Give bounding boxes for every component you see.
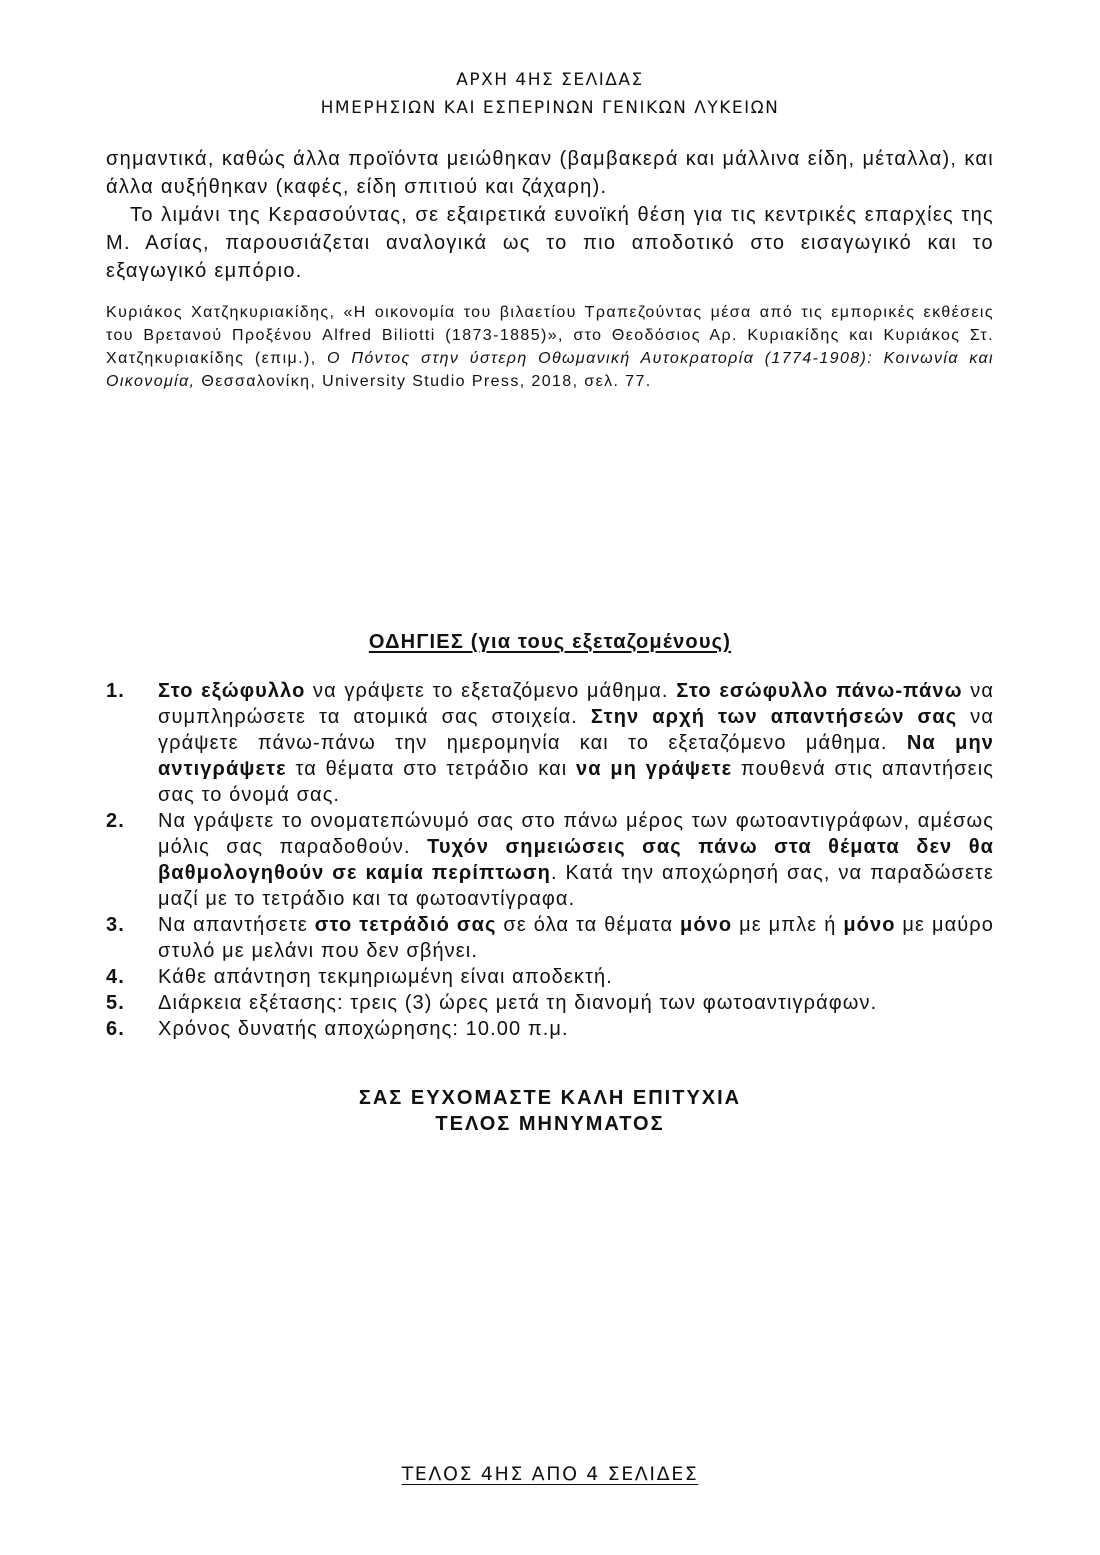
instruction-number: 2.: [106, 810, 125, 832]
instruction-emphasis: Να μην αντιγράψετε: [158, 732, 994, 780]
citation-authors: Κυριάκος Χατζηκυριακίδης, «Η οικονομία του βιλαετίου Τραπεζούντας μέσα από τις εμπορικές εκθέσεις του Βρετανού Προξένου Alfred Biliotti (1873-1885)», στο Θεοδόσιος Αρ. Κυριακίδης και Κυριάκος Στ. Χατζηκυριακίδης (επιμ.),: [106, 304, 994, 367]
closing-line-1: ΣΑΣ ΕΥΧΟΜΑΣΤΕ ΚΑΛΗ ΕΠΙΤΥΧΙΑ: [358, 1087, 742, 1109]
source-paragraph-2: [106, 201, 994, 285]
instruction-text: . Κατά την αποχώρησή σας, να παραδώσετε μαζί με το τετράδιο και τα φωτοαντίγραφα.: [158, 862, 994, 910]
closing-message: [0, 1085, 1100, 1137]
instructions-list: [106, 678, 994, 1042]
instruction-number: 3.: [106, 914, 125, 936]
source-paragraph-2-text: Το λιμάνι της Κερασούντας, σε εξαιρετικά ευνοϊκή θέση για τις κεντρικές επαρχίες της Μ. Ασίας, παρουσιάζεται αναλογικά ως το πιο αποδοτικό στο εισαγωγικό και το εξαγωγικό εμπόριο.: [106, 204, 994, 282]
instruction-emphasis: Στο εξώφυλλο: [158, 680, 306, 702]
source-citation: [106, 301, 994, 393]
instruction-number: 1.: [106, 680, 125, 702]
instruction-text: Να απαντήσετε: [158, 914, 315, 936]
instruction-number: 4.: [106, 966, 125, 988]
citation-text: [106, 301, 994, 393]
page-header-line-1: ΑΡΧΗ 4ΗΣ ΣΕΛΙΔΑΣ: [456, 70, 644, 90]
instruction-text: να συμπληρώσετε τα ατομικά σας στοιχεία.: [158, 680, 995, 728]
instruction-text: τα θέματα στο τετράδιο και: [286, 758, 577, 780]
instruction-emphasis: Στην αρχή των απαντήσεών σας: [590, 706, 958, 728]
instruction-text: Διάρκεια εξέτασης: τρεις (3) ώρες μετά τη διανομή των φωτοαντιγράφων.: [158, 992, 878, 1014]
instruction-number: 5.: [106, 992, 125, 1014]
instruction-text: με μαύρο στυλό με μελάνι που δεν σβήνει.: [158, 914, 994, 962]
source-paragraph-1: [106, 145, 994, 201]
instruction-number: 6.: [106, 1018, 125, 1040]
page-footer: ΤΕΛΟΣ 4ΗΣ ΑΠΟ 4 ΣΕΛΙΔΕΣ: [401, 1463, 699, 1485]
instruction-item: [106, 964, 994, 990]
closing-line-2: ΤΕΛΟΣ ΜΗΝΥΜΑΤΟΣ: [435, 1113, 665, 1135]
instruction-item: [106, 678, 994, 808]
instruction-text: Κάθε απάντηση τεκμηριωμένη είναι αποδεκτή.: [158, 966, 613, 988]
instruction-text: να γράψετε πάνω-πάνω την ημερομηνία και το εξεταζόμενο μάθημα.: [158, 706, 994, 754]
instruction-text: να γράψετε το εξεταζόμενο μάθημα.: [305, 680, 677, 702]
instruction-item: [106, 912, 994, 964]
instruction-emphasis: μόνο: [680, 914, 733, 936]
instruction-emphasis: μόνο: [843, 914, 896, 936]
citation-publisher: Θεσσαλονίκη, University Studio Press, 2018, σελ. 77.: [195, 373, 652, 390]
instruction-emphasis: στο τετράδιό σας: [314, 914, 497, 936]
page-header: [0, 66, 1100, 122]
instruction-emphasis: να μη γράψετε: [576, 758, 733, 780]
instruction-emphasis: Στο εσώφυλλο πάνω-πάνω: [676, 680, 963, 702]
instructions-title: ΟΔΗΓΙΕΣ (για τους εξεταζομένους): [368, 631, 732, 653]
instruction-item: [106, 808, 994, 912]
citation-book-title: Ο Πόντος στην ύστερη Οθωμανική Αυτοκρατορία (1774-1908): Κοινωνία και Οικονομία,: [106, 350, 995, 390]
instruction-item: [106, 1016, 994, 1042]
instruction-item: [106, 990, 994, 1016]
instruction-text: Χρόνος δυνατής αποχώρησης: 10.00 π.μ.: [158, 1018, 569, 1040]
source-paragraph-1-text: σημαντικά, καθώς άλλα προϊόντα μειώθηκαν (βαμβακερά και μάλλινα είδη, μέταλλα), και άλλα αυξήθηκαν (καφές, είδη σπιτιού και ζάχαρη).: [106, 148, 994, 198]
page-header-line-2: ΗΜΕΡΗΣΙΩΝ ΚΑΙ ΕΣΠΕΡΙΝΩΝ ΓΕΝΙΚΩΝ ΛΥΚΕΙΩΝ: [320, 98, 780, 118]
instruction-text: πουθενά στις απαντήσεις σας το όνομά σας.: [158, 758, 994, 806]
instruction-text: σε όλα τα θέματα: [496, 914, 681, 936]
instruction-text: Να γράψετε το ονοματεπώνυμό σας στο πάνω μέρος των φωτοαντιγράφων, αμέσως μόλις σας παραδοθούν.: [158, 810, 994, 858]
instruction-emphasis: Τυχόν σημειώσεις σας πάνω στα θέματα δεν θα βαθμολογηθούν σε καμία περίπτωση: [158, 836, 994, 884]
instruction-text: με μπλε ή: [732, 914, 844, 936]
